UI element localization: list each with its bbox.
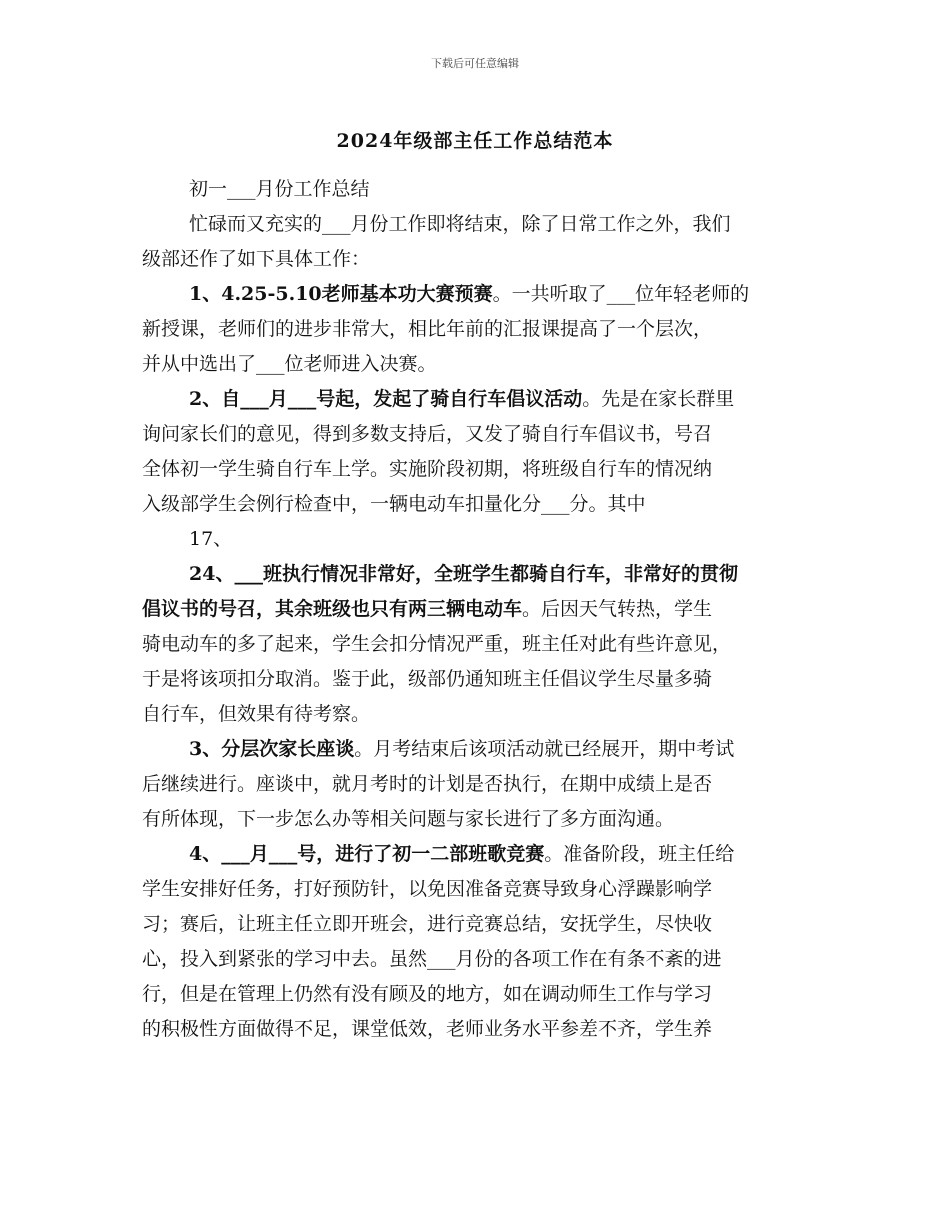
paragraph: [142, 172, 812, 207]
text-line: 有所体现，下一步怎么办等相关问题与家长进行了多方面沟通。: [142, 808, 675, 830]
text-line: [142, 592, 812, 627]
text-line: 询问家长们的意见，得到多数支持后，又发了骑自行车倡议书，号召: [142, 423, 713, 445]
text-line: 全体初一学生骑自行车上学。实施阶段初期，将班级自行车的情况纳: [142, 458, 713, 480]
text-line: 于是将该项扣分取消。鉴于此，级部仍通知班主任倡议学生尽量多骑: [142, 668, 713, 690]
bold-heading: 4、___月___号，进行了初一二部班歌竞赛: [189, 843, 545, 865]
page-title: 2024年级部主任工作总结范本: [336, 130, 614, 152]
text-line: [142, 277, 812, 312]
header-note: 下载后可任意编辑: [431, 57, 519, 70]
text-line: 自行车，但效果有待考察。: [142, 703, 371, 725]
bold-heading: 3、分层次家长座谈: [189, 738, 355, 760]
text-line: [142, 557, 812, 592]
text-line: [142, 382, 812, 417]
text-line: 忙碌而又充实的___月份工作即将结束，除了日常工作之外，我们: [189, 213, 731, 235]
text-line: [142, 837, 812, 872]
text-line: 心，投入到紧张的学习中去。虽然___月份的各项工作在有条不紊的进: [142, 948, 722, 970]
document-body: [142, 172, 812, 1047]
text-line: 初一___月份工作总结: [189, 178, 370, 200]
text-line: 骑电动车的多了起来，学生会扣分情况严重，班主任对此有些许意见，: [142, 633, 732, 655]
text-line: [142, 732, 812, 767]
text-run: 。后因天气转热，学生: [522, 598, 713, 620]
paragraph: [142, 382, 812, 522]
paragraph: [142, 522, 812, 557]
text-line: 习；赛后，让班主任立即开班会，进行竞赛总结，安抚学生，尽快收: [142, 913, 713, 935]
text-line: 级部还作了如下具体工作：: [142, 248, 371, 270]
bold-heading: 1、4.25-5.10老师基本功大赛预赛: [189, 283, 493, 305]
text-line: 学生安排好任务，打好预防针，以免因准备竞赛导致身心浮躁影响学: [142, 878, 713, 900]
bold-heading: 24、___班执行情况非常好，全班学生都骑自行车，非常好的贯彻: [189, 563, 738, 585]
text-run: 。月考结束后该项活动就已经展开，期中考试: [354, 738, 735, 760]
text-run: 。准备阶段，班主任给: [544, 843, 735, 865]
bold-heading: 倡议书的号召，其余班级也只有两三辆电动车: [142, 598, 523, 620]
text-run: 。先是在家长群里: [582, 388, 735, 410]
text-line: 的积极性方面做得不足，课堂低效，老师业务水平参差不齐，学生养: [142, 1018, 713, 1040]
text-line: 并从中选出了___位老师进入决赛。: [142, 353, 437, 375]
paragraph: [142, 207, 812, 277]
bold-heading: 2、自___月___号起，发起了骑自行车倡议活动: [189, 388, 583, 410]
paragraph: [142, 837, 812, 1047]
text-line: 后继续进行。座谈中，就月考时的计划是否执行，在期中成绩上是否: [142, 773, 713, 795]
text-line: 入级部学生会例行检查中，一辆电动车扣量化分___分。其中: [142, 493, 646, 515]
text-line: 新授课，老师们的进步非常大，相比年前的汇报课提高了一个层次，: [142, 318, 713, 340]
text-run: 。一共听取了___位年轻老师的: [492, 283, 750, 305]
paragraph: [142, 732, 812, 837]
text-line: 行，但是在管理上仍然有没有顾及的地方，如在调动师生工作与学习: [142, 983, 713, 1005]
paragraph: [142, 557, 812, 732]
paragraph: [142, 277, 812, 382]
text-line: 17、: [189, 528, 233, 550]
